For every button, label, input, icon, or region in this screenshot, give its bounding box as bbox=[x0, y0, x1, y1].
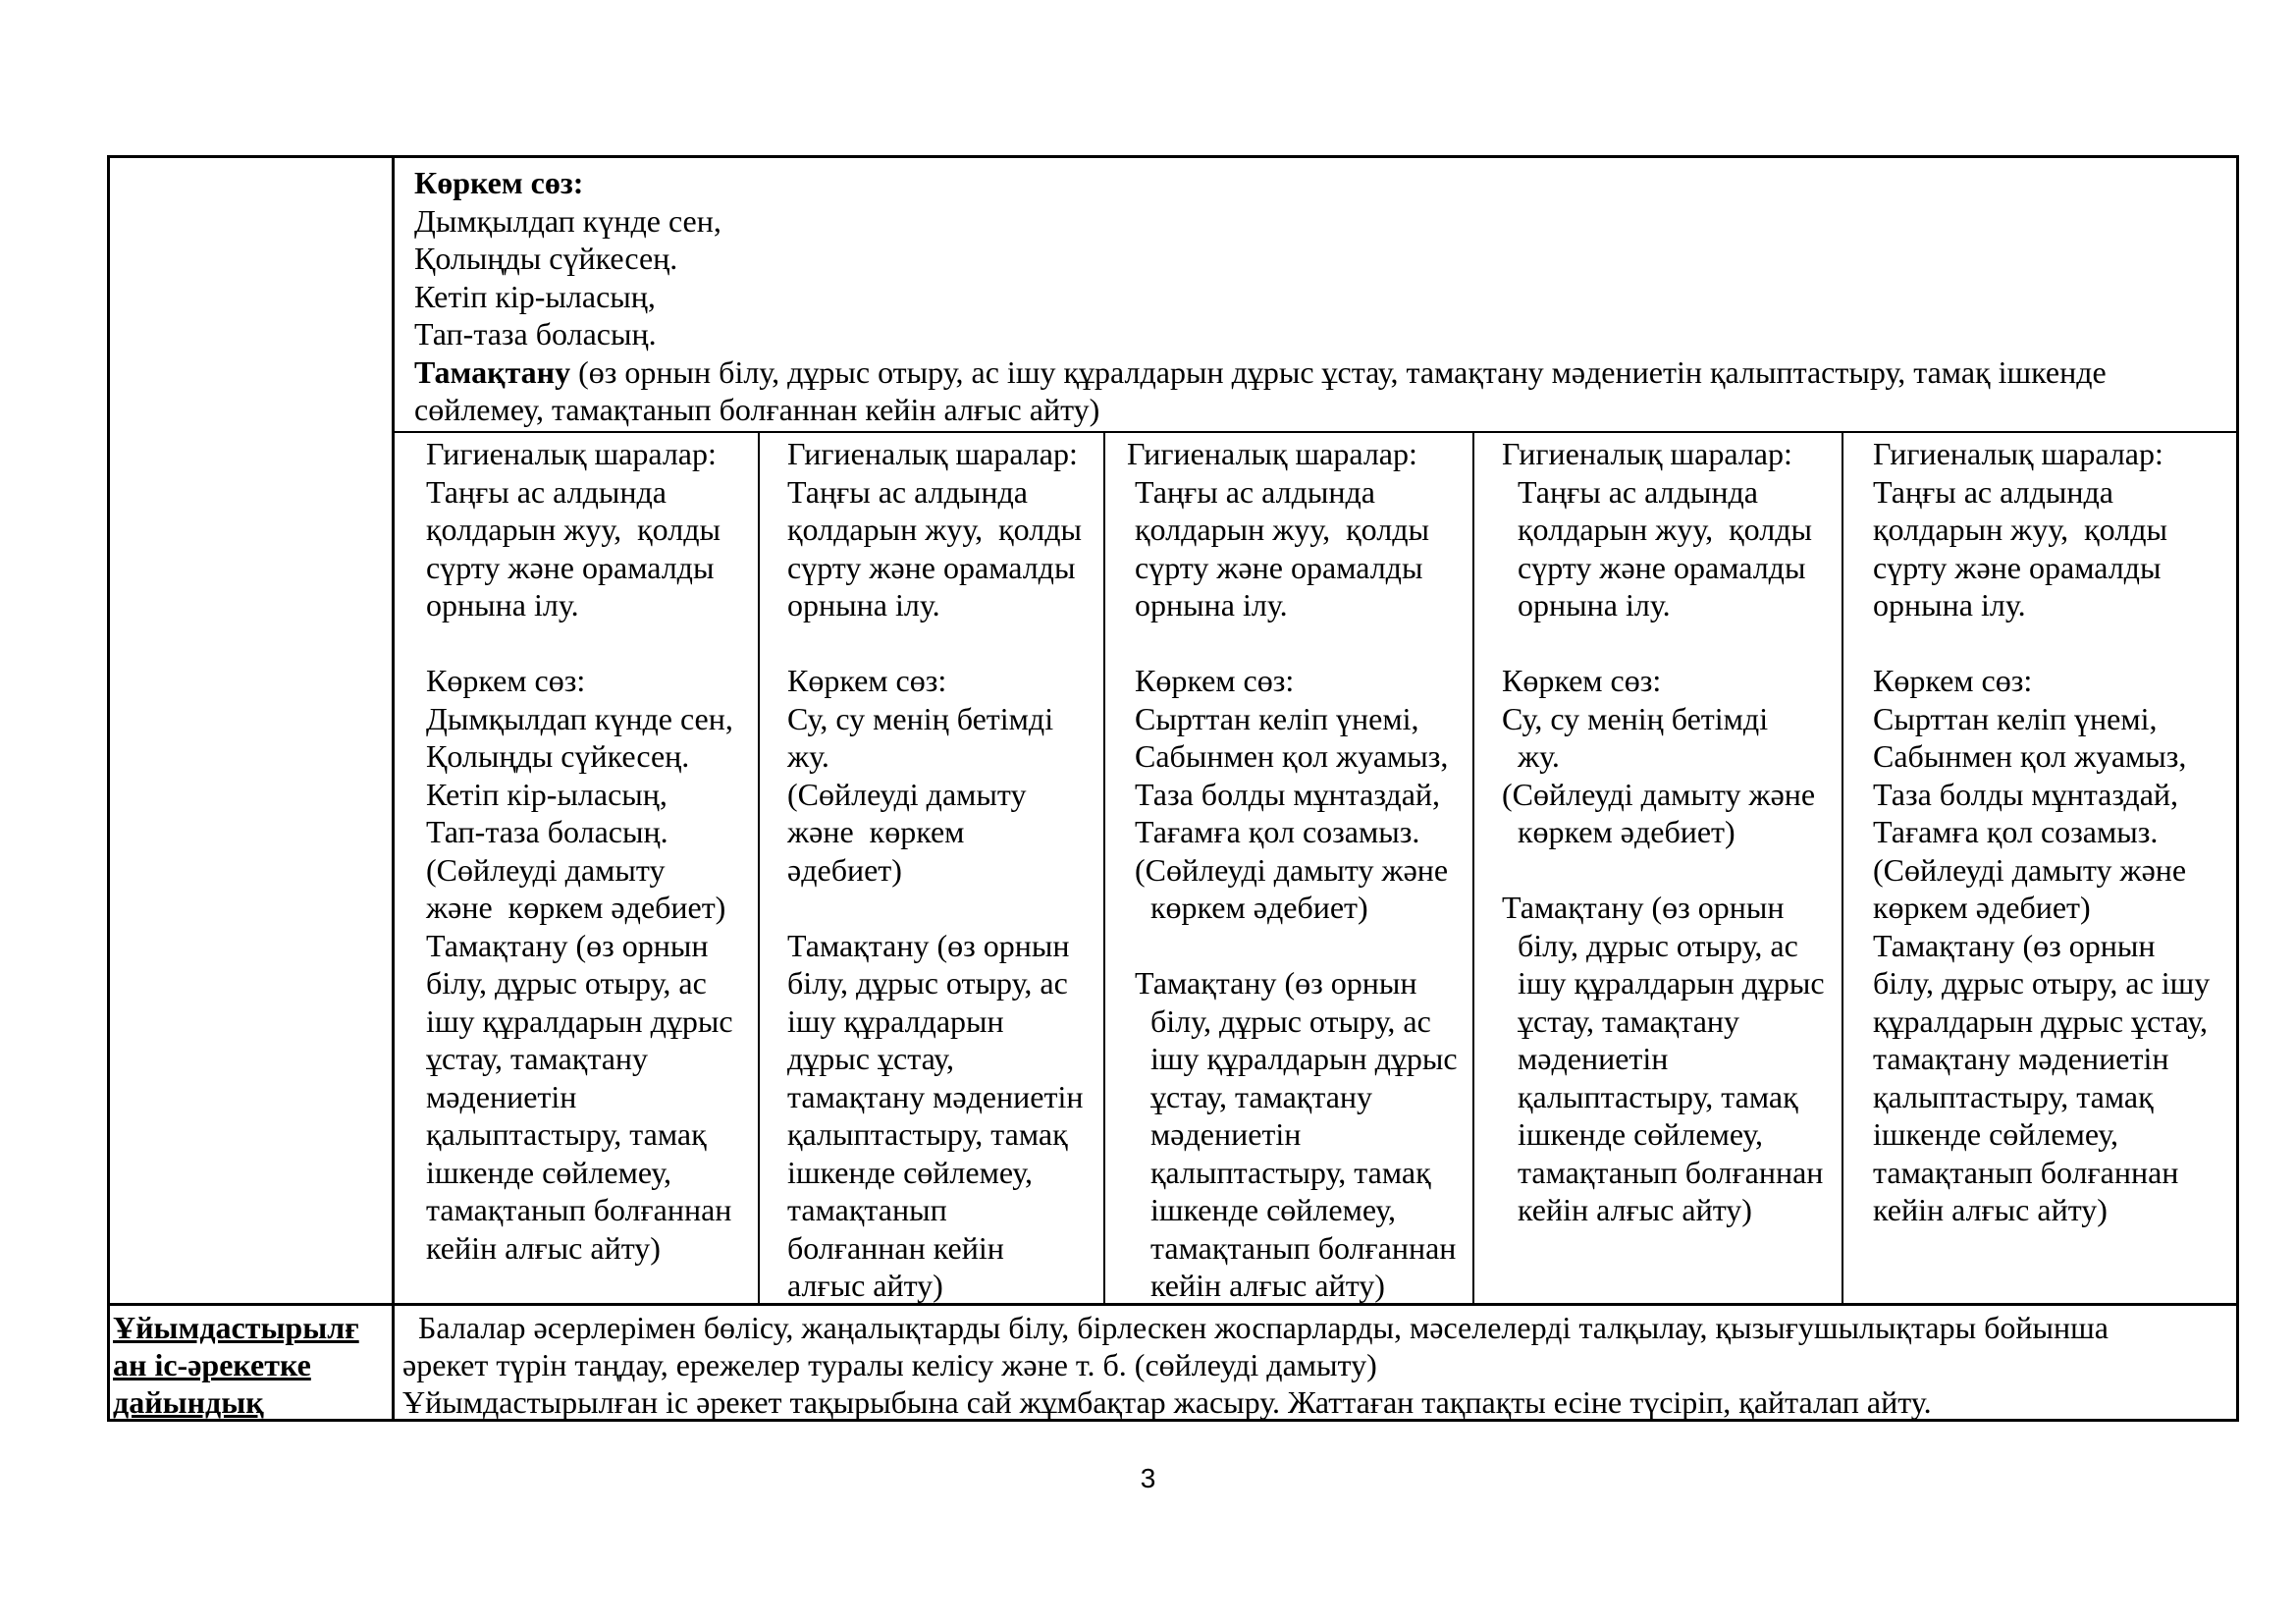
day-column-line: тамақтанып болғаннан bbox=[1873, 1154, 2179, 1190]
day-column-line: кейін алғыс айту) bbox=[1873, 1192, 2108, 1227]
day-column-line bbox=[1127, 624, 1470, 663]
day-column-line: сүрту және орамалды bbox=[1873, 549, 2162, 585]
day-column-line bbox=[1873, 624, 2236, 663]
label-line: дайындық bbox=[113, 1384, 264, 1420]
day-column-line: ішкенде сөйлемеу, bbox=[1873, 1116, 2119, 1152]
day-column-5 bbox=[1873, 435, 2236, 1229]
day-column-line: білу, дұрыс отыру, ас ішу bbox=[1873, 965, 2211, 1001]
day-column-line: Гигиеналық шаралар: bbox=[426, 436, 717, 471]
day-column-line: қалыптастыру, тамақ bbox=[1873, 1078, 2154, 1114]
day-column-line: Сабынмен қол жуамыз, bbox=[1873, 738, 2187, 774]
day-column-line: қалыптастыру, тамақ bbox=[1127, 1154, 1431, 1190]
day-column-line: Қолыңды сүйкесең. bbox=[426, 738, 690, 774]
day-column-line: жу. bbox=[1502, 738, 1560, 774]
day-column-line bbox=[1502, 851, 1840, 890]
day-column-line: көркем әдебиет) bbox=[1502, 814, 1735, 849]
day-column-line: Тамақтану (өз орнын bbox=[787, 927, 1070, 963]
day-column-line: Гигиеналық шаралар: bbox=[1502, 436, 1792, 471]
day-column-line: және көркем bbox=[787, 814, 965, 849]
day-column-line: әдебиет) bbox=[787, 851, 902, 888]
day-column-line: Таза болды мұнтаздай, bbox=[1127, 776, 1441, 812]
day-column-line: ішу құралдарын bbox=[787, 1002, 1004, 1039]
day-column-line: кейін алғыс айту) bbox=[1502, 1192, 1752, 1227]
day-column-line: Көркем сөз: bbox=[1127, 663, 1295, 698]
day-column-line: Тағамға қол созамыз. bbox=[1873, 814, 2159, 849]
day-column-line: Таңғы ас алдында bbox=[1873, 473, 2113, 510]
day-column-line: тамақтанып болғаннан bbox=[426, 1192, 732, 1227]
day-column-line: Тап-таза боласың. bbox=[426, 814, 668, 849]
day-column-line: қолдарын жуу, қолды bbox=[1127, 512, 1429, 547]
day-column-line: қалыптастыру, тамақ bbox=[1502, 1078, 1798, 1114]
content-line: әрекет түрін таңдау, ережелер туралы келісу және т. б. (сөйлеуді дамыту) bbox=[402, 1347, 1377, 1382]
day-column-line: қолдарын жуу, қолды bbox=[426, 512, 721, 547]
day-column-line: алғыс айту) bbox=[787, 1268, 943, 1303]
day-column-line: сүрту және орамалды bbox=[1502, 549, 1806, 585]
day-column-line bbox=[1127, 927, 1470, 965]
day-column-line: дұрыс ұстау, bbox=[787, 1041, 954, 1076]
day-column-line: Гигиеналық шаралар: bbox=[787, 436, 1078, 471]
day-column-line: Тамақтану (өз орнын bbox=[1502, 890, 1785, 925]
top-section-cell bbox=[414, 164, 2230, 429]
day-column-line: Сырттан келіп үнемі, bbox=[1873, 700, 2158, 736]
day-column-line: сүрту және орамалды bbox=[787, 549, 1076, 585]
day-column-line: ішу құралдарын дұрыс bbox=[1127, 1041, 1458, 1076]
day-column-line: Сабынмен қол жуамыз, bbox=[1127, 738, 1449, 774]
top-section-divider bbox=[392, 431, 2239, 433]
day-column-line: ұстау, тамақтану bbox=[426, 1041, 649, 1076]
day-column-line: мәдениетін bbox=[426, 1078, 577, 1114]
day-column-line bbox=[787, 624, 1099, 663]
day-divider-3 bbox=[1472, 431, 1474, 1303]
day-column-line: сүрту және орамалды bbox=[1127, 549, 1423, 585]
day-column-line: Сырттан келіп үнемі, bbox=[1127, 700, 1419, 736]
day-column-line: Таза болды мұнтаздай, bbox=[1873, 776, 2179, 812]
day-column-line: (Сөйлеуді дамыту bbox=[787, 776, 1027, 812]
day-column-line: білу, дұрыс отыру, ас bbox=[787, 965, 1068, 1001]
day-column-line: Таңғы ас алдында bbox=[1127, 473, 1375, 510]
bottom-row-label bbox=[113, 1309, 388, 1421]
day-column-line: мәдениетін bbox=[1127, 1116, 1302, 1152]
poem-line: Дымқылдап күнде сен, bbox=[414, 202, 721, 239]
day-divider-1 bbox=[758, 431, 760, 1303]
day-column-line: Кетіп кір-ыласың, bbox=[426, 776, 667, 812]
day-column-4 bbox=[1502, 435, 1840, 1229]
day-column-line: ішкенде сөйлемеу, bbox=[1127, 1192, 1397, 1227]
day-column-line: қолдарын жуу, қолды bbox=[1502, 512, 1812, 547]
poem-line: Кетіп кір-ыласың, bbox=[414, 278, 656, 314]
day-column-line: Көркем сөз: bbox=[787, 663, 947, 698]
poem-line: Тап-таза боласың. bbox=[414, 316, 657, 352]
day-column-line: қолдарын жуу, қолды bbox=[787, 512, 1082, 547]
day-column-line: ұстау, тамақтану bbox=[1502, 1002, 1740, 1039]
label-line: ан іс-әрекетке bbox=[113, 1347, 311, 1382]
content-line: Ұйымдастырылған іс әрекет тақырыбына сай жұмбақтар жасыру. Жаттаған тақпақты есіне түсіріп, қайталап айту. bbox=[402, 1384, 1932, 1420]
meal-title: Тамақтану bbox=[414, 353, 571, 390]
day-column-line: кейін алғыс айту) bbox=[1127, 1268, 1385, 1303]
day-column-line: білу, дұрыс отыру, ас bbox=[1502, 927, 1798, 963]
day-column-line: тамақтану мәдениетін bbox=[787, 1078, 1084, 1114]
day-column-line: орнына ілу. bbox=[1502, 587, 1671, 623]
day-column-line: қалыптастыру, тамақ bbox=[426, 1116, 707, 1152]
day-column-line: және көркем әдебиет) bbox=[426, 890, 726, 925]
day-column-line: ішкенде сөйлемеу, bbox=[426, 1154, 672, 1190]
day-column-line: мәдениетін bbox=[1502, 1041, 1669, 1076]
day-column-line: орнына ілу. bbox=[1873, 587, 2026, 623]
day-column-line bbox=[1502, 624, 1840, 663]
day-column-line: қалыптастыру, тамақ bbox=[787, 1116, 1068, 1152]
day-column-line: көркем әдебиет) bbox=[1127, 890, 1368, 925]
day-column-line: тамақтанып болғаннан bbox=[1127, 1229, 1457, 1266]
day-column-line: Көркем сөз: bbox=[426, 663, 586, 698]
day-column-3 bbox=[1127, 435, 1470, 1305]
day-column-line: Таңғы ас алдында bbox=[426, 473, 667, 510]
bottom-row-content bbox=[402, 1309, 2236, 1421]
day-column-line: Тамақтану (өз орнын bbox=[426, 927, 709, 963]
page-number: 3 bbox=[1140, 1463, 1156, 1493]
meal-text: (өз орнын білу, дұрыс отыру, ас ішу құралдарын дұрыс ұстау, тамақтану мәдениетін қалыптастыру, тамақ ішкенде bbox=[570, 353, 2107, 390]
day-column-line: құралдарын дұрыс ұстау, bbox=[1873, 1002, 2209, 1039]
day-column-line: орнына ілу. bbox=[787, 587, 940, 623]
day-column-line: қолдарын жуу, қолды bbox=[1873, 512, 2167, 547]
day-column-line: ішу құралдарын дұрыс bbox=[426, 1002, 733, 1039]
label-column-divider bbox=[392, 158, 395, 1422]
day-divider-2 bbox=[1103, 431, 1105, 1303]
content-line: Балалар әсерлерімен бөлісу, жаңалықтарды білу, бірлескен жоспарларды, мәселелерді талқылау, қызығушылықтары бойынша bbox=[402, 1310, 2109, 1345]
day-column-line: (Сөйлеуді дамыту және bbox=[1127, 851, 1449, 888]
day-column-line: Тағамға қол созамыз. bbox=[1127, 814, 1420, 849]
meal-paragraph bbox=[414, 353, 2230, 392]
day-column-line: сүрту және орамалды bbox=[426, 549, 715, 585]
day-column-line: Таңғы ас алдында bbox=[787, 473, 1028, 510]
day-column-line: Гигиеналық шаралар: bbox=[1127, 436, 1417, 471]
day-column-line: Көркем сөз: bbox=[1873, 663, 2033, 698]
day-column-line: орнына ілу. bbox=[1127, 587, 1288, 623]
schedule-table bbox=[107, 155, 2239, 1422]
day-column-line: кейін алғыс айту) bbox=[426, 1229, 661, 1266]
day-column-line: Су, су менің бетімді bbox=[787, 700, 1054, 736]
day-column-line: ішкенде сөйлемеу, bbox=[787, 1154, 1034, 1190]
day-column-line: көркем әдебиет) bbox=[1873, 890, 2091, 925]
poem-line: Қолыңды сүйкесең. bbox=[414, 241, 678, 276]
day-column-line: тамақтанып bbox=[787, 1192, 947, 1227]
day-column-line: орнына ілу. bbox=[426, 587, 579, 623]
day-column-line: Дымқылдап күнде сен, bbox=[426, 700, 733, 736]
day-column-1 bbox=[426, 435, 756, 1267]
day-column-line: тамақтанып болғаннан bbox=[1502, 1154, 1824, 1190]
day-column-line: (Сөйлеуді дамыту және bbox=[1502, 776, 1816, 812]
day-column-line: болғаннан кейін bbox=[787, 1229, 1004, 1266]
day-column-line: (Сөйлеуді дамыту bbox=[426, 851, 666, 888]
day-column-line: (Сөйлеуді дамыту және bbox=[1873, 851, 2187, 888]
day-column-line: тамақтану мәдениетін bbox=[1873, 1041, 2169, 1076]
poem-title: Көркем сөз: bbox=[414, 165, 584, 200]
day-column-line: жу. bbox=[787, 738, 829, 774]
day-column-line: Тамақтану (өз орнын bbox=[1127, 965, 1417, 1001]
day-column-line: Гигиеналық шаралар: bbox=[1873, 436, 2163, 471]
day-column-line: Көркем сөз: bbox=[1502, 663, 1662, 698]
meal-text-continued: сөйлемеу, тамақтанып болғаннан кейін алғыс айту) bbox=[414, 392, 1100, 427]
day-column-line: Тамақтану (өз орнын bbox=[1873, 927, 2156, 963]
label-line: Ұйымдастырылғ bbox=[113, 1310, 359, 1345]
day-column-line: ішкенде сөйлемеу, bbox=[1502, 1116, 1764, 1152]
day-column-line: Таңғы ас алдында bbox=[1502, 473, 1758, 510]
day-column-line: білу, дұрыс отыру, ас bbox=[426, 965, 707, 1001]
day-column-line: ұстау, тамақтану bbox=[1127, 1078, 1373, 1114]
day-column-line bbox=[787, 889, 1099, 927]
day-column-line: білу, дұрыс отыру, ас bbox=[1127, 1002, 1431, 1039]
day-divider-4 bbox=[1842, 431, 1843, 1303]
day-column-line: ішу құралдарын дұрыс bbox=[1502, 965, 1825, 1001]
day-column-line: Су, су менің бетімді bbox=[1502, 700, 1769, 736]
day-column-line bbox=[426, 624, 756, 663]
day-column-2 bbox=[787, 435, 1099, 1305]
